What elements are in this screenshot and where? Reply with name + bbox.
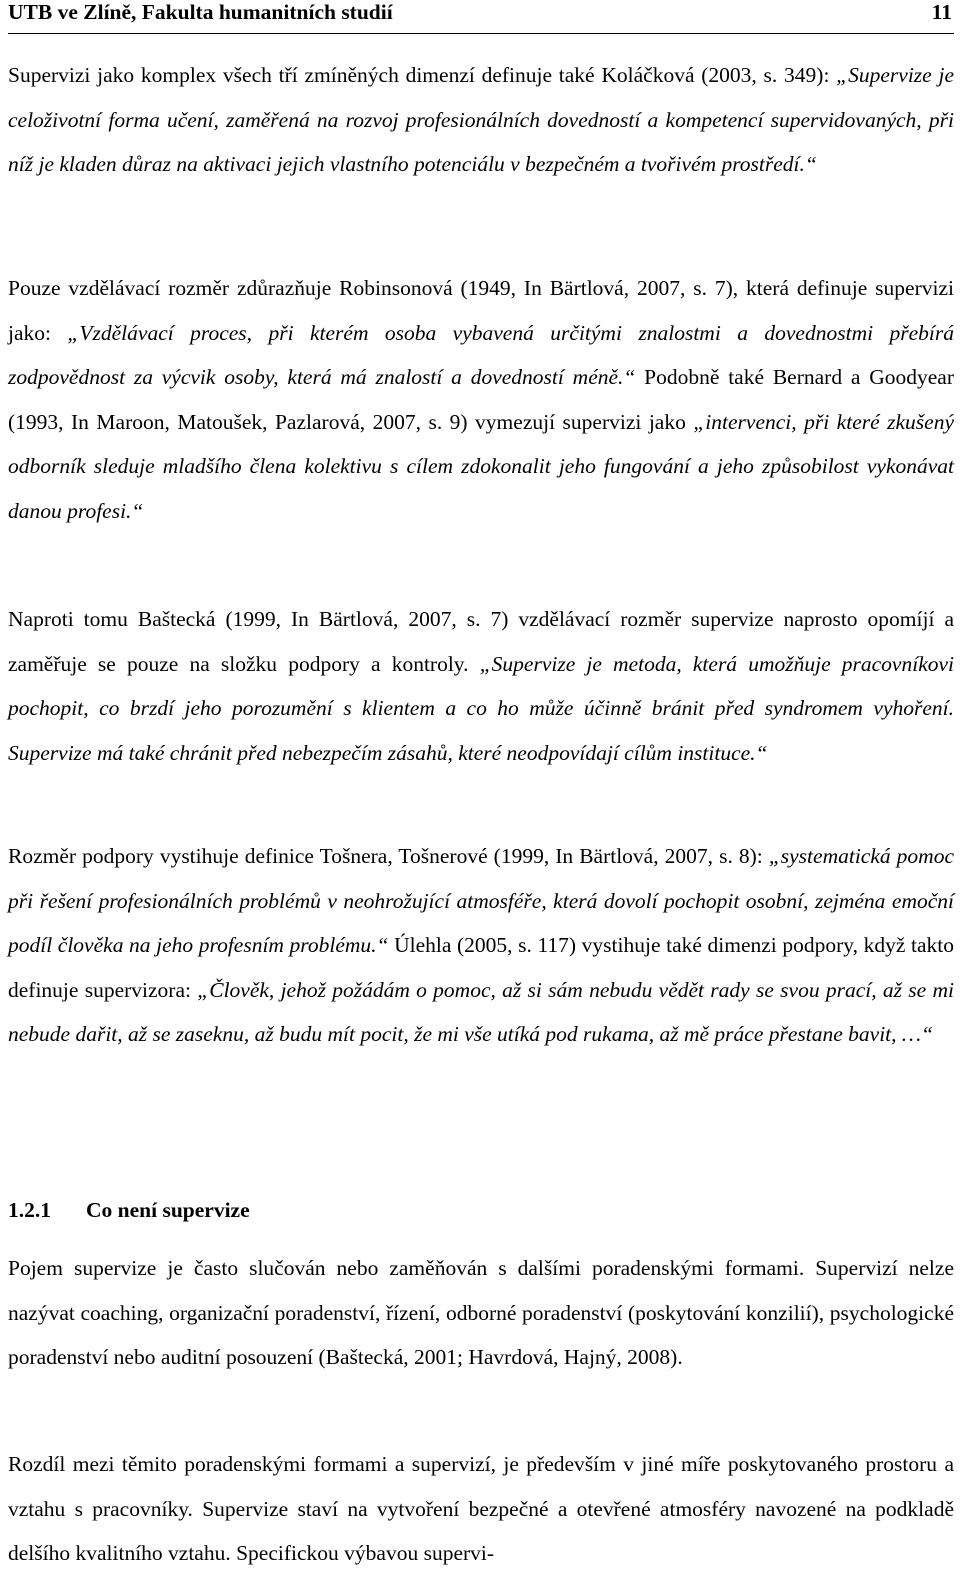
section-heading (8, 1195, 250, 1225)
paragraph-text: Pouze vzdělávací rozměr zdůrazňuje Robinsonová (1949, In Bärtlová, 2007, s. 7), která definuje supervizi jako: (8, 276, 954, 345)
paragraph-4 (8, 834, 954, 1057)
paragraph-5 (8, 1246, 954, 1380)
paragraph-text: Supervizi jako komplex všech tří zmíněných dimenzí definuje také Koláčková (2003, s. 349): (8, 63, 837, 87)
paragraph-text: Podobně také Bernard a Goodyear (1993, In Maroon, Matoušek, Pazlarová, 2007, s. 9) vymezují supervizi jako (8, 365, 954, 434)
quote: „Supervize je celoživotní forma učení, zaměřená na rozvoj profesionálních dovedností a kompetencí supervidovaných, při níž je kladen důraz na aktivaci jejich vlastního potenciálu v bezpečném a tvořivém prostředí.“ (8, 63, 954, 176)
quote: „Vzdělávací proces, při kterém osoba vybavená určitými znalostmi a dovednostmi přebírá zodpovědnost za výcvik osoby, která má znalostí a dovedností méně.“ (8, 320, 954, 389)
paragraph-text: Rozměr podpory vystihuje definice Tošnera, Tošnerové (1999, In Bärtlová, 2007, s. 8): (8, 844, 769, 868)
paragraph-1 (8, 53, 954, 187)
paragraph-text: Úlehla (2005, s. 117) vystihuje také dimenzi podpory, když takto definuje supervizora: (8, 933, 954, 1002)
quote: „systematická pomoc při řešení profesionálních problémů v neohrožující atmosféře, která dovolí pochopit osobní, zejména emoční podíl člověka na jeho profesním problému.“ (8, 844, 954, 957)
section-title: Co není supervize (86, 1198, 250, 1222)
header-title: UTB ve Zlíně, Fakulta humanitních studií (8, 0, 393, 24)
paragraph-2 (8, 266, 954, 533)
quote: „Člověk, jehož požádám o pomoc, až si sám nebudu vědět rady se svou prací, až se mi nebude dařit, až se zaseknu, až budu mít pocit, že mi vše utíká pod rukama, až mě práce přestane bavit, …“ (8, 977, 954, 1046)
page-header (8, 0, 954, 34)
paragraph-3 (8, 597, 954, 775)
paragraph-text: Rozdíl mezi těmito poradenskými formami a supervizí, je především v jiné míře poskytovaného prostoru a vztahu s pracovníky. Supervize staví na vytvoření bezpečné a otevřené atmosféry navozené na podkladě delšího kvalitního vztahu. Specifickou výbavou supervi- (8, 1452, 954, 1565)
quote: „intervenci, při které zkušený odborník sleduje mladšího člena kolektivu s cílem zdokonalit jeho fungování a jeho způsobilost vykonávat danou profesi.“ (8, 409, 954, 523)
section-number: 1.2.1 (8, 1198, 51, 1222)
paragraph-6 (8, 1442, 954, 1576)
quote: „Supervize je metoda, která umožňuje pracovníkovi pochopit, co brzdí jeho porozumění s klientem a co ho může účinně bránit před syndromem vyhoření. Supervize má také chránit před nebezpečím zásahů, které neodpovídají cílům instituce.“ (8, 651, 955, 765)
paragraph-text: Pojem supervize je často slučován nebo zaměňován s dalšími poradenskými formami. Supervizí nelze nazývat coaching, organizační poradenství, řízení, odborné poradenství (poskytování konzilií), psychologické poradenství nebo auditní posouzení (Baštecká, 2001; Havrdová, Hajný, 2008). (8, 1256, 954, 1369)
paragraph-text: Naproti tomu Baštecká (1999, In Bärtlová, 2007, s. 7) vzdělávací rozměr supervize naprosto opomíjí a zaměřuje se pouze na složku podpory a kontroly. (8, 607, 954, 676)
page-number: 11 (931, 0, 952, 24)
